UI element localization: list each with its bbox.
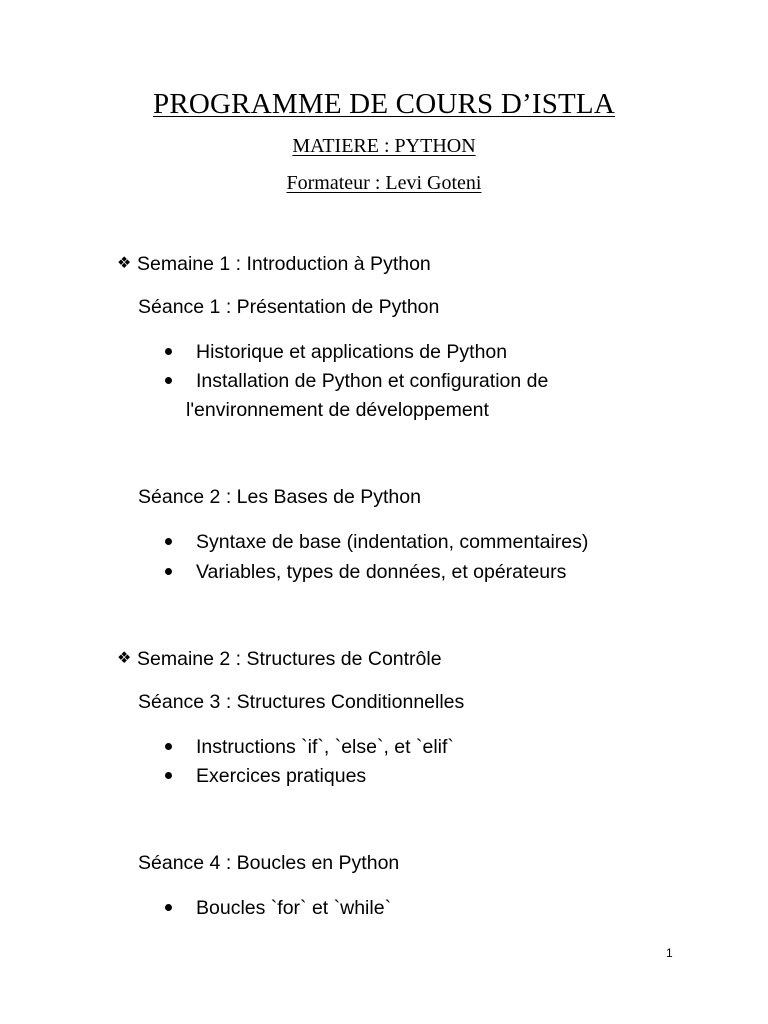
session-heading-1: Séance 1 : Présentation de Python — [138, 296, 440, 318]
bullet-icon — [165, 772, 175, 782]
list-item: Installation de Python et configuration de — [196, 370, 549, 392]
week-label-2: Semaine 2 : Structures de Contrôle — [137, 648, 442, 670]
bullet-icon — [165, 568, 175, 578]
list-item-continuation: l'environnement de développement — [186, 399, 489, 421]
document-title: PROGRAMME DE COURS D’ISTLA — [153, 88, 615, 120]
list-item: Instructions `if`, `else`, et `elif` — [196, 736, 454, 758]
session-heading-2: Séance 2 : Les Bases de Python — [138, 486, 421, 508]
bullet-icon — [165, 538, 175, 548]
list-item: Syntaxe de base (indentation, commentaires) — [196, 531, 589, 553]
bullet-icon — [165, 743, 175, 753]
week-heading-1 — [117, 252, 431, 276]
diamond-bullet-icon: ❖ — [117, 650, 132, 667]
list-item: Exercices pratiques — [196, 765, 367, 787]
list-item: Historique et applications de Python — [196, 341, 508, 363]
bullet-icon — [165, 904, 175, 914]
bullet-icon — [165, 348, 175, 358]
session-heading-4: Séance 4 : Boucles en Python — [138, 852, 400, 874]
page-number: 1 — [666, 946, 673, 960]
diamond-bullet-icon: ❖ — [117, 255, 132, 272]
week-label-1: Semaine 1 : Introduction à Python — [137, 253, 431, 275]
week-heading-2 — [117, 647, 442, 671]
course-subject: MATIERE : PYTHON — [292, 135, 476, 157]
bullet-icon — [165, 377, 175, 387]
list-item: Boucles `for` et `while` — [196, 897, 392, 919]
trainer-name: Formateur : Levi Goteni — [286, 172, 482, 194]
list-item: Variables, types de données, et opérateurs — [196, 561, 567, 583]
session-heading-3: Séance 3 : Structures Conditionnelles — [138, 691, 465, 713]
